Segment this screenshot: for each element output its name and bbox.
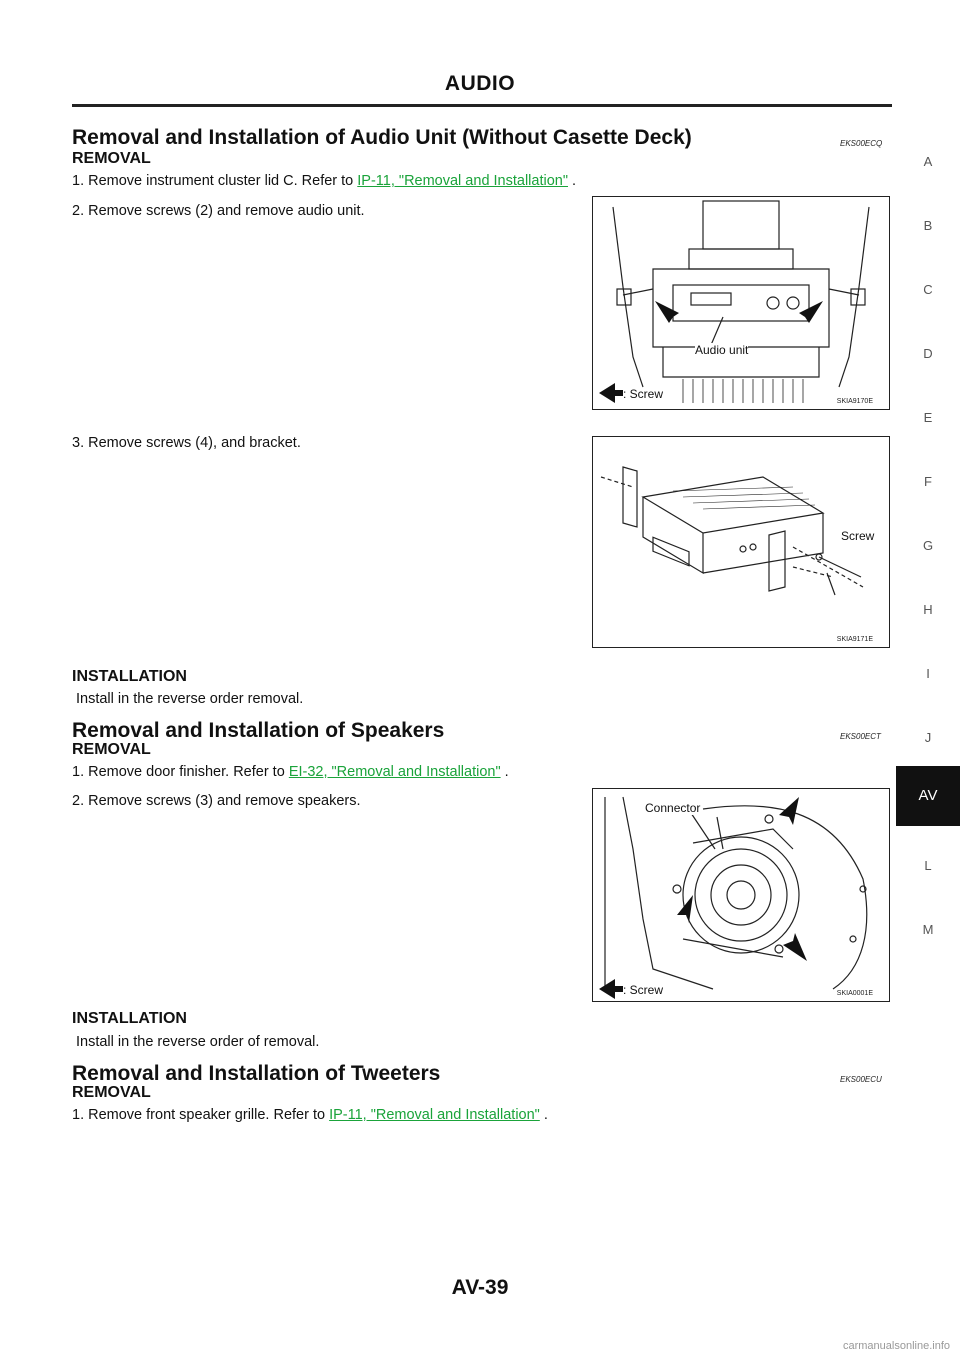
side-index-m[interactable]: M <box>922 922 934 937</box>
step-1-tweeters-end: . <box>539 1107 548 1123</box>
label-connector: Connector <box>645 801 701 815</box>
legend-screw-speaker: : Screw <box>623 983 664 997</box>
section-title-audio-unit: Removal and Installation of Audio Unit (Without Casette Deck) <box>72 126 692 149</box>
step-1-tweeters-text: 1. Remove front speaker grille. Refer to <box>72 1107 330 1123</box>
legend-screw: : Screw <box>623 387 664 401</box>
figure-speaker <box>592 788 890 1002</box>
footer-brand: carmanualsonline.info <box>842 1340 950 1352</box>
installation-text-speakers: Install in the reverse order of removal. <box>76 1034 320 1050</box>
removal-heading-speakers: REMOVAL <box>72 741 151 758</box>
installation-heading-audio-unit: INSTALLATION <box>72 668 187 685</box>
side-index-l[interactable]: L <box>924 858 932 873</box>
figure-speaker-drawing <box>593 789 889 1001</box>
label-screw: Screw <box>841 529 875 543</box>
side-index-b[interactable]: B <box>923 218 933 233</box>
side-index-c[interactable]: C <box>923 282 933 297</box>
step-2-speakers: 2. Remove screws (3) and remove speakers. <box>72 793 361 809</box>
step-1-audio-unit-text: 1. Remove instrument cluster lid C. Refer to <box>72 173 358 189</box>
step-2-audio-unit: 2. Remove screws (2) and remove audio unit. <box>72 203 365 219</box>
ref-link-ip-11-tweeters[interactable]: IP-11, "Removal and Installation" <box>329 1107 540 1123</box>
step-1-speakers-text: 1. Remove door finisher. Refer to <box>72 764 289 780</box>
figure-code-1: SKIA9170E <box>836 398 873 405</box>
section-title-speakers: Removal and Installation of Speakers <box>72 719 445 742</box>
figure-code-2: SKIA9171E <box>836 636 873 643</box>
step-3-audio-unit: 3. Remove screws (4), and bracket. <box>72 435 301 451</box>
step-1-speakers <box>72 764 509 780</box>
ref-link-ip-11[interactable]: IP-11, "Removal and Installation" <box>357 173 568 189</box>
side-index-g[interactable]: G <box>922 538 934 553</box>
step-1-speakers-end: . <box>500 764 509 780</box>
side-index-i[interactable]: I <box>926 666 930 681</box>
side-index-j[interactable]: J <box>924 730 932 745</box>
side-index-e[interactable]: E <box>923 410 933 425</box>
figure-code-3: SKIA0001E <box>836 990 873 997</box>
removal-heading-audio-unit: REMOVAL <box>72 150 151 167</box>
header-divider <box>72 104 892 107</box>
section-code-tweeters: EKS00ECU <box>840 1075 882 1084</box>
step-1-audio-unit-end: . <box>568 173 577 189</box>
figure-bracket <box>592 436 890 648</box>
page-number: AV-39 <box>451 1276 509 1299</box>
side-index-h[interactable]: H <box>923 602 933 617</box>
installation-heading-speakers: INSTALLATION <box>72 1010 187 1027</box>
ref-link-ei-32[interactable]: EI-32, "Removal and Installation" <box>288 764 501 780</box>
side-index-f[interactable]: F <box>924 474 932 489</box>
installation-text-audio-unit: Install in the reverse order removal. <box>76 691 304 707</box>
step-1-audio-unit <box>72 173 576 189</box>
figure-audio-unit <box>592 196 890 410</box>
step-1-tweeters <box>72 1107 548 1123</box>
figure-audio-unit-drawing <box>593 197 889 409</box>
label-audio-unit: Audio unit <box>695 343 749 357</box>
removal-heading-tweeters: REMOVAL <box>72 1084 151 1101</box>
side-index-av-active[interactable]: AV <box>896 766 960 826</box>
side-index-d[interactable]: D <box>923 346 933 361</box>
side-index-a[interactable]: A <box>923 154 933 169</box>
section-code-audio-unit: EKS00ECQ <box>840 139 883 148</box>
section-title-tweeters: Removal and Installation of Tweeters <box>72 1062 441 1085</box>
page-header-title: AUDIO <box>444 72 516 95</box>
section-code-speakers: EKS00ECT <box>840 732 881 741</box>
